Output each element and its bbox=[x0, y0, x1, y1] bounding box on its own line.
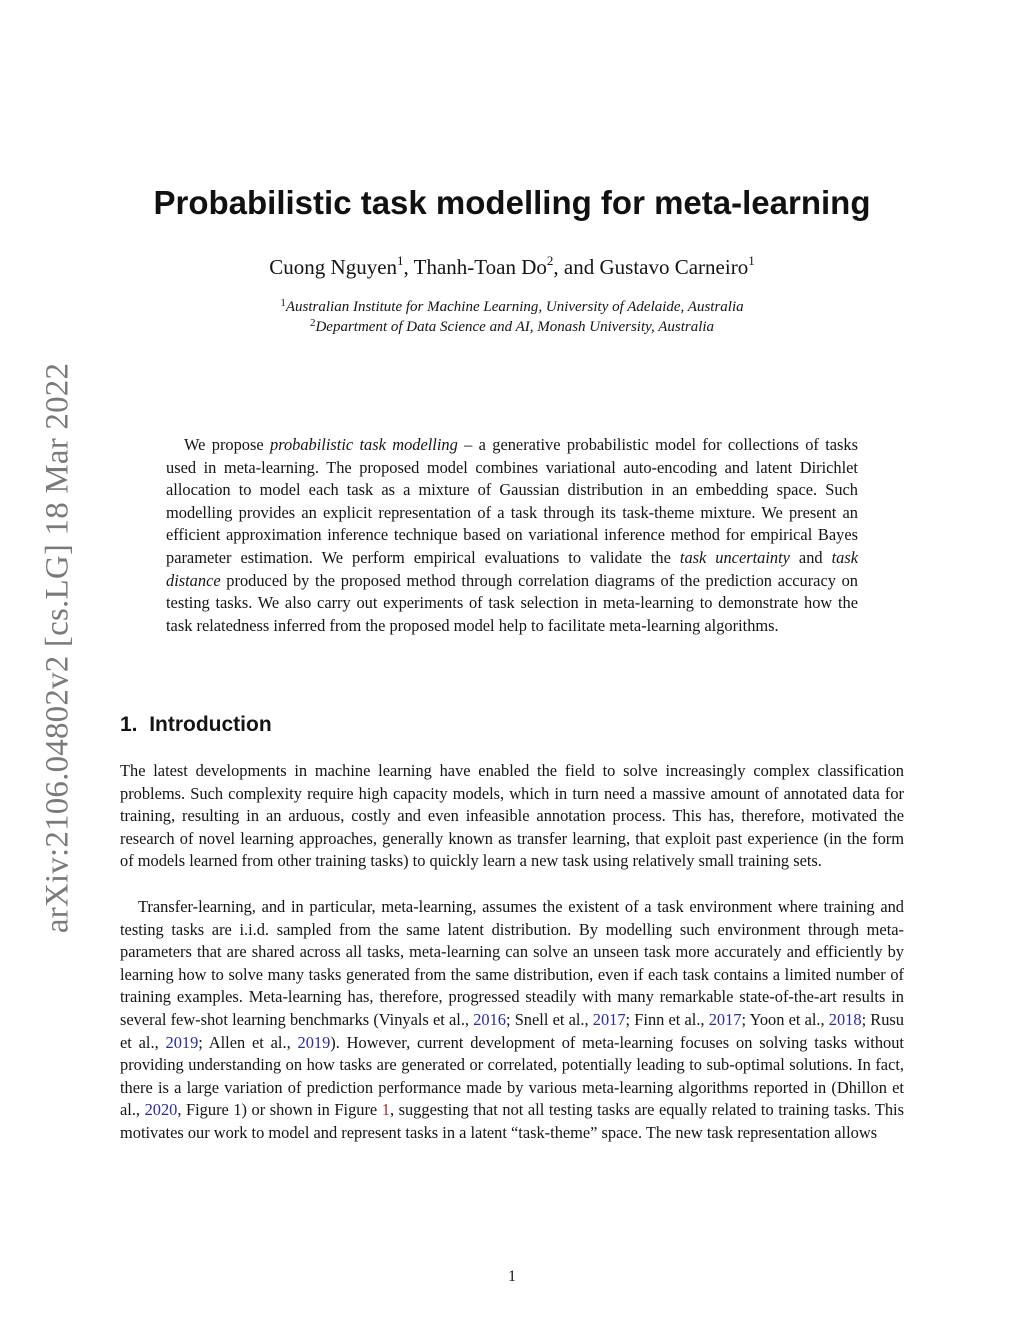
paragraph-text: , suggesting that not all testing tasks are equally related to training tasks. This motivates our work to model and represent tasks in a latent “task-theme” space. The new task representation allows bbox=[120, 1100, 904, 1142]
author-affiliation-marker: 2 bbox=[546, 253, 554, 268]
affiliation-text: Australian Institute for Machine Learning, University of Adelaide, Australia bbox=[285, 299, 744, 315]
author-list bbox=[0, 255, 1024, 280]
section-number: 1. bbox=[120, 713, 138, 736]
citation-link[interactable]: 2016 bbox=[473, 1009, 506, 1029]
abstract-emphasis: task distance bbox=[166, 547, 858, 590]
abstract-text: We propose bbox=[184, 435, 270, 454]
abstract-emphasis: task uncertainty bbox=[679, 547, 790, 567]
arxiv-identifier-stamp: arXiv:2106.04802v2 [cs.LG] 18 Mar 2022 bbox=[39, 362, 76, 934]
author-affiliation-marker: 1 bbox=[748, 253, 755, 268]
paragraph-text: ). However, current development of meta-learning focuses on solving tasks without providing understanding on how tasks are generated or correlated, potentially leading to sub-optimal solutions. In fact, there is a large variation of prediction performance made by various meta-learning algorithms reported in (Dhillon et al., bbox=[120, 1032, 904, 1120]
paragraph-text: , Figure 1) or shown in Figure bbox=[177, 1100, 382, 1120]
abstract-text: and bbox=[789, 547, 832, 567]
paragraph-text: ; Yoon et al., bbox=[741, 1009, 829, 1029]
paragraph-text: ; Snell et al., bbox=[505, 1009, 593, 1029]
citation-link[interactable]: 2019 bbox=[297, 1032, 331, 1052]
affiliation-marker: 2 bbox=[309, 317, 316, 329]
citation-link[interactable]: 2018 bbox=[828, 1009, 862, 1029]
affiliation-text: Department of Data Science and AI, Monash University, Australia bbox=[315, 319, 715, 335]
intro-paragraph-1: The latest developments in machine learning have enabled the field to solve increasingly complex classification problems. Such complexity require high capacity models, which in turn need a massive amount of annotated data for training, resulting in an arduous, costly and even infeasible annotation process. This has, therefore, motivated the research of novel learning approaches, generally known as transfer learning, that exploit past experience (in the form of models learned from other training tasks) to quickly learn a new task using relatively small training sets. bbox=[120, 761, 904, 871]
citation-link[interactable]: 2017 bbox=[592, 1009, 626, 1029]
abstract-text: – a generative probabilistic model for collections of tasks used in meta-learning. The proposed model combines variational auto-encoding and latent Dirichlet allocation to model each task as a mixture of Gaussian distribution in an embedding space. Such modelling provides an explicit representation of a task through its task-theme mixture. We present an efficient approximation inference technique based on variational inference method for empirical Bayes parameter estimation. We perform empirical evaluations to validate the bbox=[166, 435, 858, 567]
paragraph-text: ; Finn et al., bbox=[625, 1009, 709, 1029]
author-separator: , and bbox=[553, 255, 600, 279]
paragraph-text: ; Rusu et al., bbox=[120, 1009, 904, 1052]
section-heading-introduction bbox=[120, 713, 272, 737]
section-title: Introduction bbox=[149, 713, 272, 736]
affiliation-marker: 1 bbox=[280, 297, 286, 309]
paragraph-text: Transfer-learning, and in particular, meta-learning, assumes the existent of a task environment where training and testing tasks are i.i.d. sampled from the same latent distribution. By modelling such environment through meta-parameters that are shared across all tasks, meta-learning can solve an unseen task more accurately and efficiently by learning how to solve many tasks generated from the same distribution, even if each task contains a limited number of training examples. Meta-learning has, therefore, progressed steadily with many remarkable state-of-the-art results in several few-shot learning benchmarks (Vinyals et al., bbox=[120, 897, 904, 1029]
affiliation-line bbox=[0, 299, 1024, 316]
paper-title: Probabilistic task modelling for meta-learning bbox=[153, 184, 871, 221]
author-name: Cuong Nguyen bbox=[269, 255, 398, 279]
intro-paragraph-2 bbox=[120, 896, 904, 1145]
citation-link[interactable]: 2019 bbox=[165, 1032, 199, 1052]
author-name: Thanh-Toan Do bbox=[413, 255, 547, 279]
abstract bbox=[166, 434, 858, 637]
citation-link[interactable]: 2017 bbox=[708, 1009, 742, 1029]
citation-link[interactable]: 2020 bbox=[144, 1100, 178, 1120]
affiliation-line bbox=[0, 319, 1024, 336]
page-number: 1 bbox=[508, 1268, 516, 1285]
author-separator: , bbox=[403, 255, 414, 279]
paragraph-text: ; Allen et al., bbox=[198, 1032, 298, 1052]
author-affiliation-marker: 1 bbox=[397, 253, 404, 268]
abstract-emphasis: probabilistic task modelling bbox=[270, 435, 458, 454]
figure-reference-link[interactable]: 1 bbox=[381, 1100, 390, 1120]
author-name: Gustavo Carneiro bbox=[599, 255, 749, 279]
abstract-text: produced by the proposed method through correlation diagrams of the prediction accuracy on testing tasks. We also carry out experiments of task selection in meta-learning to demonstrate how the task relatedness inferred from the proposed model help to facilitate meta-learning algorithms. bbox=[166, 570, 858, 635]
